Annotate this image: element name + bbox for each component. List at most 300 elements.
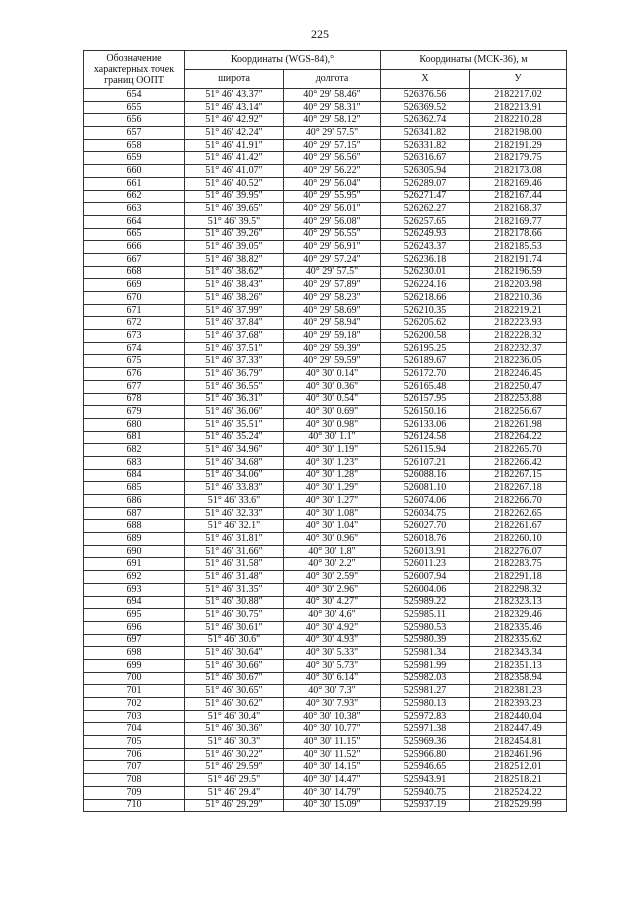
x-cell: 526195.25 (381, 342, 470, 355)
table-row (84, 571, 567, 584)
longitude-cell: 40° 30' 2.2" (284, 558, 381, 571)
x-cell: 525980.13 (381, 698, 470, 711)
latitude-cell: 51° 46' 29.5" (185, 774, 284, 787)
longitude-cell: 40° 30' 10.38" (284, 710, 381, 723)
point-id-cell: 695 (84, 609, 185, 622)
y-cell: 2182393.23 (470, 698, 567, 711)
longitude-cell: 40° 30' 7.93" (284, 698, 381, 711)
latitude-cell: 51° 46' 31.66" (185, 545, 284, 558)
point-id-cell: 701 (84, 685, 185, 698)
point-id-cell: 679 (84, 406, 185, 419)
y-cell: 2182323.13 (470, 596, 567, 609)
table-row (84, 533, 567, 546)
point-id-cell: 660 (84, 165, 185, 178)
y-cell: 2182196.59 (470, 266, 567, 279)
x-cell: 525981.34 (381, 647, 470, 660)
x-cell: 526210.35 (381, 304, 470, 317)
longitude-cell: 40° 30' 6.14" (284, 672, 381, 685)
latitude-cell: 51° 46' 36.55" (185, 380, 284, 393)
longitude-cell: 40° 30' 2.59" (284, 571, 381, 584)
latitude-cell: 51° 46' 43.14" (185, 101, 284, 114)
table-body (84, 89, 567, 812)
y-cell: 2182260.10 (470, 533, 567, 546)
table-row (84, 596, 567, 609)
table-row (84, 799, 567, 812)
x-cell: 526013.91 (381, 545, 470, 558)
point-id-cell: 696 (84, 621, 185, 634)
longitude-cell: 40° 29' 58.69" (284, 304, 381, 317)
latitude-cell: 51° 46' 39.65" (185, 203, 284, 216)
x-cell: 526074.06 (381, 495, 470, 508)
point-id-cell: 662 (84, 190, 185, 203)
y-cell: 2182329.46 (470, 609, 567, 622)
y-cell: 2182219.21 (470, 304, 567, 317)
point-id-cell: 688 (84, 520, 185, 533)
table-row (84, 393, 567, 406)
table-row (84, 355, 567, 368)
y-cell: 2182203.98 (470, 279, 567, 292)
latitude-cell: 51° 46' 39.5" (185, 215, 284, 228)
table-row (84, 304, 567, 317)
point-id-cell: 657 (84, 127, 185, 140)
latitude-cell: 51° 46' 31.81" (185, 533, 284, 546)
x-cell: 526230.01 (381, 266, 470, 279)
header-latitude: широта (185, 70, 284, 89)
longitude-cell: 40° 30' 15.09" (284, 799, 381, 812)
latitude-cell: 51° 46' 35.51" (185, 418, 284, 431)
latitude-cell: 51° 46' 30.4" (185, 710, 284, 723)
y-cell: 2182512.01 (470, 761, 567, 774)
table-row (84, 342, 567, 355)
longitude-cell: 40° 30' 1.29" (284, 482, 381, 495)
point-id-cell: 686 (84, 495, 185, 508)
longitude-cell: 40° 29' 56.04" (284, 177, 381, 190)
longitude-cell: 40° 30' 14.15" (284, 761, 381, 774)
table-row (84, 127, 567, 140)
x-cell: 526200.58 (381, 330, 470, 343)
longitude-cell: 40° 29' 58.94" (284, 317, 381, 330)
latitude-cell: 51° 46' 30.67" (185, 672, 284, 685)
y-cell: 2182173.08 (470, 165, 567, 178)
longitude-cell: 40° 30' 0.69" (284, 406, 381, 419)
y-cell: 2182250.47 (470, 380, 567, 393)
x-cell: 525972.83 (381, 710, 470, 723)
y-cell: 2182335.62 (470, 634, 567, 647)
table-row (84, 431, 567, 444)
latitude-cell: 51° 46' 30.6" (185, 634, 284, 647)
y-cell: 2182276.07 (470, 545, 567, 558)
latitude-cell: 51° 46' 34.68" (185, 456, 284, 469)
point-id-cell: 664 (84, 215, 185, 228)
table-row (84, 89, 567, 102)
point-id-cell: 710 (84, 799, 185, 812)
longitude-cell: 40° 29' 58.31" (284, 101, 381, 114)
x-cell: 526305.94 (381, 165, 470, 178)
point-id-cell: 697 (84, 634, 185, 647)
table-row (84, 368, 567, 381)
point-id-cell: 683 (84, 456, 185, 469)
table-row (84, 380, 567, 393)
x-cell: 526271.47 (381, 190, 470, 203)
point-id-cell: 674 (84, 342, 185, 355)
y-cell: 2182223.93 (470, 317, 567, 330)
y-cell: 2182168.37 (470, 203, 567, 216)
latitude-cell: 51° 46' 39.05" (185, 241, 284, 254)
latitude-cell: 51° 46' 35.24" (185, 431, 284, 444)
y-cell: 2182210.28 (470, 114, 567, 127)
table-row (84, 495, 567, 508)
table-row (84, 698, 567, 711)
table-row (84, 253, 567, 266)
latitude-cell: 51° 46' 39.26" (185, 228, 284, 241)
point-id-cell: 677 (84, 380, 185, 393)
y-cell: 2182185.53 (470, 241, 567, 254)
y-cell: 2182440.04 (470, 710, 567, 723)
point-id-cell: 699 (84, 659, 185, 672)
latitude-cell: 51° 46' 34.06" (185, 469, 284, 482)
x-cell: 525969.36 (381, 736, 470, 749)
point-id-cell: 704 (84, 723, 185, 736)
table-row (84, 418, 567, 431)
point-id-cell: 676 (84, 368, 185, 381)
y-cell: 2182232.37 (470, 342, 567, 355)
x-cell: 525971.38 (381, 723, 470, 736)
longitude-cell: 40° 30' 7.3" (284, 685, 381, 698)
table-row (84, 761, 567, 774)
table-row (84, 786, 567, 799)
point-id-cell: 666 (84, 241, 185, 254)
longitude-cell: 40° 29' 56.91" (284, 241, 381, 254)
table-row (84, 139, 567, 152)
y-cell: 2182167.44 (470, 190, 567, 203)
y-cell: 2182178.66 (470, 228, 567, 241)
point-id-cell: 670 (84, 292, 185, 305)
point-id-cell: 708 (84, 774, 185, 787)
table-row (84, 330, 567, 343)
latitude-cell: 51° 46' 41.42" (185, 152, 284, 165)
longitude-cell: 40° 29' 59.18" (284, 330, 381, 343)
x-cell: 526341.82 (381, 127, 470, 140)
longitude-cell: 40° 29' 56.08" (284, 215, 381, 228)
x-cell: 526172.70 (381, 368, 470, 381)
latitude-cell: 51° 46' 39.95" (185, 190, 284, 203)
x-cell: 526115.94 (381, 444, 470, 457)
latitude-cell: 51° 46' 31.48" (185, 571, 284, 584)
latitude-cell: 51° 46' 37.84" (185, 317, 284, 330)
x-cell: 526369.52 (381, 101, 470, 114)
latitude-cell: 51° 46' 37.99" (185, 304, 284, 317)
latitude-cell: 51° 46' 38.62" (185, 266, 284, 279)
latitude-cell: 51° 46' 30.88" (185, 596, 284, 609)
header-x: X (381, 70, 470, 89)
latitude-cell: 51° 46' 43.37" (185, 89, 284, 102)
point-id-cell: 681 (84, 431, 185, 444)
y-cell: 2182524.22 (470, 786, 567, 799)
point-id-cell: 672 (84, 317, 185, 330)
longitude-cell: 40° 30' 0.96" (284, 533, 381, 546)
table-row (84, 228, 567, 241)
longitude-cell: 40° 29' 56.55" (284, 228, 381, 241)
point-id-cell: 669 (84, 279, 185, 292)
latitude-cell: 51° 46' 38.43" (185, 279, 284, 292)
x-cell: 525980.53 (381, 621, 470, 634)
point-id-cell: 668 (84, 266, 185, 279)
latitude-cell: 51° 46' 38.82" (185, 253, 284, 266)
y-cell: 2182228.32 (470, 330, 567, 343)
x-cell: 526331.82 (381, 139, 470, 152)
y-cell: 2182191.29 (470, 139, 567, 152)
longitude-cell: 40° 29' 59.39" (284, 342, 381, 355)
table-row (84, 482, 567, 495)
longitude-cell: 40° 30' 0.14" (284, 368, 381, 381)
latitude-cell: 51° 46' 33.6" (185, 495, 284, 508)
longitude-cell: 40° 29' 55.95" (284, 190, 381, 203)
table-row (84, 507, 567, 520)
latitude-cell: 51° 46' 32.33" (185, 507, 284, 520)
table-row (84, 685, 567, 698)
longitude-cell: 40° 30' 0.36" (284, 380, 381, 393)
latitude-cell: 51° 46' 36.79" (185, 368, 284, 381)
longitude-cell: 40° 29' 57.89" (284, 279, 381, 292)
longitude-cell: 40° 30' 1.28" (284, 469, 381, 482)
table-row (84, 177, 567, 190)
x-cell: 525943.91 (381, 774, 470, 787)
x-cell: 526289.07 (381, 177, 470, 190)
point-id-cell: 675 (84, 355, 185, 368)
y-cell: 2182266.70 (470, 495, 567, 508)
y-cell: 2182256.67 (470, 406, 567, 419)
x-cell: 526088.16 (381, 469, 470, 482)
latitude-cell: 51° 46' 38.26" (185, 292, 284, 305)
x-cell: 526133.06 (381, 418, 470, 431)
y-cell: 2182198.00 (470, 127, 567, 140)
y-cell: 2182447.49 (470, 723, 567, 736)
table-row (84, 723, 567, 736)
x-cell: 526205.62 (381, 317, 470, 330)
x-cell: 525981.99 (381, 659, 470, 672)
x-cell: 526316.67 (381, 152, 470, 165)
longitude-cell: 40° 29' 58.12" (284, 114, 381, 127)
x-cell: 526018.76 (381, 533, 470, 546)
longitude-cell: 40° 30' 5.73" (284, 659, 381, 672)
longitude-cell: 40° 30' 1.8" (284, 545, 381, 558)
latitude-cell: 51° 46' 31.35" (185, 583, 284, 596)
longitude-cell: 40° 29' 57.15" (284, 139, 381, 152)
point-id-cell: 694 (84, 596, 185, 609)
latitude-cell: 51° 46' 40.52" (185, 177, 284, 190)
x-cell: 525966.80 (381, 748, 470, 761)
point-id-cell: 706 (84, 748, 185, 761)
point-id-cell: 700 (84, 672, 185, 685)
x-cell: 526107.21 (381, 456, 470, 469)
table-row (84, 736, 567, 749)
table-row (84, 558, 567, 571)
point-id-cell: 691 (84, 558, 185, 571)
latitude-cell: 51° 46' 30.61" (185, 621, 284, 634)
table-row (84, 469, 567, 482)
longitude-cell: 40° 30' 1.23" (284, 456, 381, 469)
table-row (84, 634, 567, 647)
x-cell: 526157.95 (381, 393, 470, 406)
x-cell: 526165.48 (381, 380, 470, 393)
point-id-cell: 654 (84, 89, 185, 102)
y-cell: 2182191.74 (470, 253, 567, 266)
header-wgs84: Координаты (WGS-84),° (185, 51, 381, 70)
y-cell: 2182358.94 (470, 672, 567, 685)
longitude-cell: 40° 30' 4.93" (284, 634, 381, 647)
table-row (84, 672, 567, 685)
point-id-cell: 703 (84, 710, 185, 723)
table-row (84, 710, 567, 723)
x-cell: 526150.16 (381, 406, 470, 419)
table-row (84, 114, 567, 127)
table-row (84, 444, 567, 457)
latitude-cell: 51° 46' 41.91" (185, 139, 284, 152)
point-id-cell: 693 (84, 583, 185, 596)
header-msk36: Координаты (МСК-36), м (381, 51, 567, 70)
y-cell: 2182246.45 (470, 368, 567, 381)
x-cell: 525940.75 (381, 786, 470, 799)
y-cell: 2182461.96 (470, 748, 567, 761)
longitude-cell: 40° 30' 14.47" (284, 774, 381, 787)
longitude-cell: 40° 30' 4.6" (284, 609, 381, 622)
point-id-cell: 680 (84, 418, 185, 431)
y-cell: 2182343.34 (470, 647, 567, 660)
latitude-cell: 51° 46' 30.75" (185, 609, 284, 622)
x-cell: 526243.37 (381, 241, 470, 254)
y-cell: 2182179.75 (470, 152, 567, 165)
point-id-cell: 698 (84, 647, 185, 660)
y-cell: 2182210.36 (470, 292, 567, 305)
point-id-cell: 656 (84, 114, 185, 127)
table-row (84, 165, 567, 178)
x-cell: 525980.39 (381, 634, 470, 647)
point-id-cell: 663 (84, 203, 185, 216)
x-cell: 526027.70 (381, 520, 470, 533)
point-id-cell: 659 (84, 152, 185, 165)
table-row (84, 279, 567, 292)
longitude-cell: 40° 30' 11.15" (284, 736, 381, 749)
y-cell: 2182267.15 (470, 469, 567, 482)
x-cell: 525989.22 (381, 596, 470, 609)
longitude-cell: 40° 30' 11.52" (284, 748, 381, 761)
y-cell: 2182518.21 (470, 774, 567, 787)
x-cell: 526004.06 (381, 583, 470, 596)
longitude-cell: 40° 30' 14.79" (284, 786, 381, 799)
longitude-cell: 40° 29' 57.5" (284, 266, 381, 279)
latitude-cell: 51° 46' 30.22" (185, 748, 284, 761)
latitude-cell: 51° 46' 30.62" (185, 698, 284, 711)
point-id-cell: 661 (84, 177, 185, 190)
x-cell: 526011.23 (381, 558, 470, 571)
point-id-cell: 678 (84, 393, 185, 406)
longitude-cell: 40° 29' 57.5" (284, 127, 381, 140)
longitude-cell: 40° 29' 56.01" (284, 203, 381, 216)
latitude-cell: 51° 46' 30.65" (185, 685, 284, 698)
y-cell: 2182264.22 (470, 431, 567, 444)
longitude-cell: 40° 29' 58.46" (284, 89, 381, 102)
latitude-cell: 51° 46' 33.83" (185, 482, 284, 495)
y-cell: 2182213.91 (470, 101, 567, 114)
table-row (84, 748, 567, 761)
y-cell: 2182266.42 (470, 456, 567, 469)
y-cell: 2182298.32 (470, 583, 567, 596)
table-row (84, 317, 567, 330)
table-row (84, 647, 567, 660)
latitude-cell: 51° 46' 30.3" (185, 736, 284, 749)
longitude-cell: 40° 29' 56.56" (284, 152, 381, 165)
table-row (84, 520, 567, 533)
x-cell: 526376.56 (381, 89, 470, 102)
point-id-cell: 665 (84, 228, 185, 241)
table-row (84, 266, 567, 279)
latitude-cell: 51° 46' 29.4" (185, 786, 284, 799)
point-id-cell: 667 (84, 253, 185, 266)
x-cell: 525982.03 (381, 672, 470, 685)
latitude-cell: 51° 46' 37.33" (185, 355, 284, 368)
table-row (84, 659, 567, 672)
latitude-cell: 51° 46' 29.59" (185, 761, 284, 774)
table-row (84, 101, 567, 114)
latitude-cell: 51° 46' 29.29" (185, 799, 284, 812)
table-row (84, 215, 567, 228)
table-row (84, 190, 567, 203)
longitude-cell: 40° 29' 58.23" (284, 292, 381, 305)
x-cell: 526249.93 (381, 228, 470, 241)
table-row (84, 152, 567, 165)
latitude-cell: 51° 46' 36.31" (185, 393, 284, 406)
point-id-cell: 690 (84, 545, 185, 558)
latitude-cell: 51° 46' 30.36" (185, 723, 284, 736)
point-id-cell: 687 (84, 507, 185, 520)
y-cell: 2182236.05 (470, 355, 567, 368)
latitude-cell: 51° 46' 37.51" (185, 342, 284, 355)
point-id-cell: 689 (84, 533, 185, 546)
y-cell: 2182261.98 (470, 418, 567, 431)
point-id-cell: 692 (84, 571, 185, 584)
longitude-cell: 40° 29' 56.22" (284, 165, 381, 178)
x-cell: 525981.27 (381, 685, 470, 698)
point-id-cell: 702 (84, 698, 185, 711)
page-number: 225 (311, 27, 329, 41)
x-cell: 525937.19 (381, 799, 470, 812)
longitude-cell: 40° 30' 1.1" (284, 431, 381, 444)
x-cell: 525946.65 (381, 761, 470, 774)
latitude-cell: 51° 46' 41.07" (185, 165, 284, 178)
longitude-cell: 40° 29' 57.24" (284, 253, 381, 266)
header-longitude: долгота (284, 70, 381, 89)
point-id-cell: 673 (84, 330, 185, 343)
latitude-cell: 51° 46' 42.24" (185, 127, 284, 140)
x-cell: 526081.10 (381, 482, 470, 495)
y-cell: 2182169.77 (470, 215, 567, 228)
point-id-cell: 655 (84, 101, 185, 114)
longitude-cell: 40° 30' 5.33" (284, 647, 381, 660)
y-cell: 2182335.46 (470, 621, 567, 634)
table-row (84, 241, 567, 254)
y-cell: 2182261.67 (470, 520, 567, 533)
point-id-cell: 685 (84, 482, 185, 495)
x-cell: 526218.66 (381, 292, 470, 305)
longitude-cell: 40° 30' 1.19" (284, 444, 381, 457)
latitude-cell: 51° 46' 37.68" (185, 330, 284, 343)
x-cell: 526007.94 (381, 571, 470, 584)
latitude-cell: 51° 46' 34.96" (185, 444, 284, 457)
y-cell: 2182381.23 (470, 685, 567, 698)
y-cell: 2182529.99 (470, 799, 567, 812)
point-id-cell: 682 (84, 444, 185, 457)
latitude-cell: 51° 46' 32.1" (185, 520, 284, 533)
